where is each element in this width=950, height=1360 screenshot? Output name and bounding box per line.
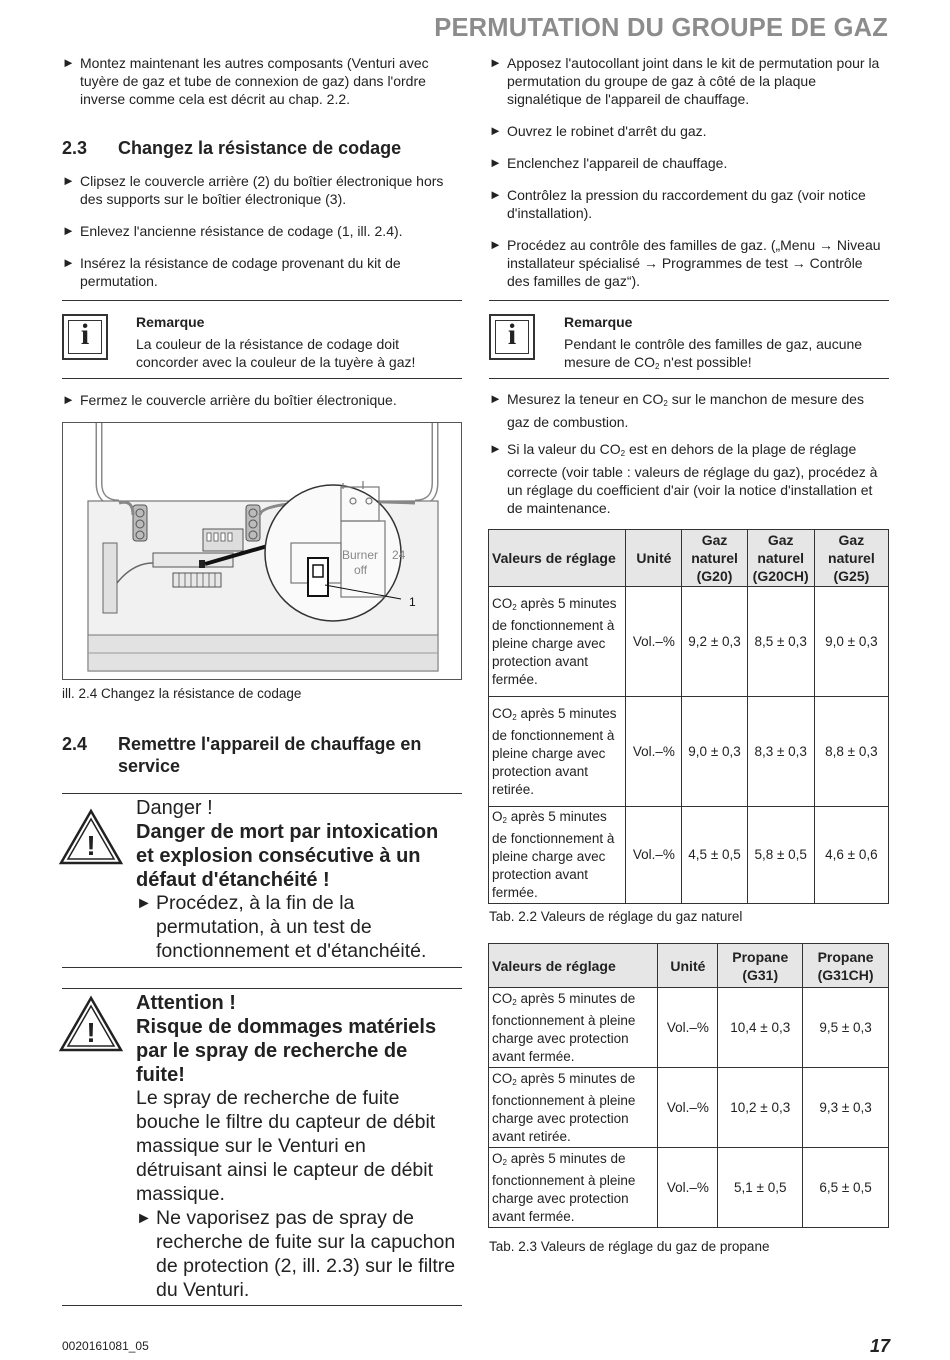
document-number: 0020161081_05 [62, 1339, 149, 1353]
table-row [489, 1148, 889, 1228]
unit-cell: Vol.–% [658, 1148, 718, 1228]
bullet-if-co2-out-of-range: ► Si la valeur du $CO_2$ est en dehors de la plage de réglage correcte (voir table : valeurs de réglage du gaz), procédez à un réglage du coefficient d'air (voir la notice d'installation et de maintenance. [489, 441, 878, 516]
attention-text: Le spray de recherche de fuite bouche le filtre du capteur de débit massique sur le Venturi en détruisant ainsi le capteur de débit massique. [136, 1087, 436, 1205]
arrow-right-icon: ► [489, 123, 502, 138]
col-header: Propane (G31CH) [803, 944, 889, 988]
value-cell: 5,8 ± 0,5 [747, 807, 814, 904]
col-header: Propane (G31) [718, 944, 803, 988]
info-icon: i [62, 314, 108, 360]
value-cell: 8,3 ± 0,3 [747, 697, 814, 807]
section-title: Changez la résistance de codage [118, 138, 402, 158]
page-number: 17 [869, 1336, 890, 1356]
figure-caption: ill. 2.4 Changez la résistance de codage [62, 686, 302, 701]
value-cell: 4,6 ± 0,6 [814, 807, 888, 904]
arrow-right-icon: ► [489, 237, 502, 252]
row-label: $CO_2$ après 5 minutes de fonctionnement à pleine charge avec protection avant fermée. [489, 988, 658, 1068]
section-2-3-heading [62, 137, 462, 159]
bullet-check-pressure: ► Contrôlez la pression du raccordement du gaz (voir notice d'installation). [489, 187, 866, 221]
table-row [489, 697, 889, 807]
col-header: Gaz naturel (G20) [682, 530, 747, 587]
attention-heading: Attention ! [136, 992, 236, 1014]
attention-subheading: Risque de dommages matériels par le spray de recherche de fuite! [136, 1016, 437, 1086]
divider [62, 378, 462, 379]
table-header-row [489, 944, 889, 988]
bullet-switch-on: ► Enclenchez l'appareil de chauffage. [489, 155, 728, 171]
value-cell: 8,5 ± 0,3 [747, 587, 814, 697]
table-row [489, 988, 889, 1068]
danger-subheading: Danger de mort par intoxication et explosion consécutive à un défaut d'étanchéité ! [136, 821, 439, 891]
table-header-row [489, 530, 889, 587]
divider [62, 988, 462, 989]
col-header: Unité [658, 944, 718, 988]
col-header: Gaz naturel (G25) [814, 530, 888, 587]
warning-triangle-icon [58, 995, 124, 1053]
bullet-measure-co2: ► Mesurez la teneur en $CO_2$ sur le manchon de mesure des gaz de combustion. [489, 391, 864, 430]
unit-cell: Vol.–% [626, 807, 682, 904]
arrow-right-icon: ► [62, 55, 75, 70]
section-number: 2.4 [62, 734, 88, 754]
electronics-box-illustration [63, 423, 461, 679]
divider [62, 793, 462, 794]
svg-text:!: ! [86, 1017, 96, 1048]
figure-2-4 [62, 422, 462, 680]
note-text: Pendant le contrôle des familles de gaz, aucune mesure de $CO_2$ n'est possible! [564, 336, 863, 371]
value-cell: 10,4 ± 0,3 [718, 988, 803, 1068]
value-cell: 9,3 ± 0,3 [803, 1068, 889, 1148]
col-header: Unité [626, 530, 682, 587]
note-text: La couleur de la résistance de codage doit concorder avec la couleur de la tuyère à gaz! [136, 336, 416, 370]
bullet-insert-resistor: ► Insérez la résistance de codage provenant du kit de permutation. [62, 255, 401, 289]
row-label: $O_2$ après 5 minutes de fonctionnement à pleine charge avec protection avant fermée. [489, 807, 626, 904]
note-title: Remarque [564, 314, 633, 330]
bullet-clip-cover: ► Clipsez le couvercle arrière (2) du boîtier électronique hors des supports sur le boîtier électronique (3). [62, 173, 444, 207]
arrow-right-icon: ► [489, 155, 502, 170]
section-2-4-heading [62, 733, 462, 777]
arrow-right-icon: ► [489, 55, 502, 70]
arrow-right-icon: ► [136, 895, 152, 912]
table-natural-gas [488, 529, 889, 904]
value-cell: 9,0 ± 0,3 [682, 697, 747, 807]
section-title: Remettre l'appareil de chauffage en service [118, 734, 422, 776]
unit-cell: Vol.–% [626, 697, 682, 807]
value-cell: 6,5 ± 0,5 [803, 1148, 889, 1228]
row-label: $CO_2$ après 5 minutes de fonctionnement à pleine charge avec protection avant retirée. [489, 697, 626, 807]
value-cell: 9,0 ± 0,3 [814, 587, 888, 697]
table-caption: Tab. 2.2 Valeurs de réglage du gaz naturel [489, 909, 743, 924]
arrow-right-icon: ► [62, 392, 75, 407]
value-cell: 5,1 ± 0,5 [718, 1148, 803, 1228]
col-header: Valeurs de réglage [489, 944, 658, 988]
divider [62, 300, 462, 301]
table-propane [488, 943, 889, 1228]
arrow-right-icon: ► [62, 255, 75, 270]
section-number: 2.3 [62, 138, 88, 158]
info-icon: i [489, 314, 535, 360]
attention-action: ► Ne vaporisez pas de spray de recherche de fuite sur la capuchon de protection (2, ill. 2.3) sur le filtre du Venturi. [136, 1207, 456, 1301]
unit-cell: Vol.–% [658, 1068, 718, 1148]
bullet-intro: ► Montez maintenant les autres composants (Venturi avec tuyère de gaz et tube de connexion de gaz) dans l'ordre inverse comme cela est décrit au chap. 2.2. [62, 55, 429, 107]
arrow-right-icon: ► [489, 441, 502, 456]
value-cell: 4,5 ± 0,5 [682, 807, 747, 904]
bullet-apply-sticker: ► Apposez l'autocollant joint dans le kit de permutation pour la permutation du groupe de gaz à côté de la plaque signalétique de l'appareil de chauffage. [489, 55, 880, 107]
divider [62, 967, 462, 968]
callout-1: 1 [409, 595, 416, 609]
danger-action: ► Procédez, à la fin de la permutation, à un test de fonctionnement et d'étanchéité. [136, 892, 427, 962]
col-header: Valeurs de réglage [489, 530, 626, 587]
arrow-right-icon: ► [62, 223, 75, 238]
svg-text:!: ! [86, 830, 96, 861]
burner-label: Burner [342, 548, 379, 562]
col-header: Gaz naturel (G20CH) [747, 530, 814, 587]
row-label: $O_2$ après 5 minutes de fonctionnement à pleine charge avec protection avant fermée. [489, 1148, 658, 1228]
danger-heading: Danger ! [136, 797, 213, 819]
unit-cell: Vol.–% [658, 988, 718, 1068]
table-caption: Tab. 2.3 Valeurs de réglage du gaz de propane [489, 1239, 770, 1254]
page-header-title: PERMUTATION DU GROUPE DE GAZ [434, 14, 888, 42]
row-label: $CO_2$ après 5 minutes de fonctionnement à pleine charge avec protection avant fermée. [489, 587, 626, 697]
table-row [489, 807, 889, 904]
off-label: off [354, 563, 368, 577]
warning-triangle-icon [58, 808, 124, 866]
divider [62, 1305, 462, 1306]
table-row [489, 1068, 889, 1148]
value-cell: 10,2 ± 0,3 [718, 1068, 803, 1148]
value-cell: 9,2 ± 0,3 [682, 587, 747, 697]
note-title: Remarque [136, 314, 205, 330]
value-cell: 9,5 ± 0,3 [803, 988, 889, 1068]
bullet-remove-resistor: ► Enlevez l'ancienne résistance de codage (1, ill. 2.4). [62, 223, 403, 239]
row-label: $CO_2$ après 5 minutes de fonctionnement à pleine charge avec protection avant retirée. [489, 1068, 658, 1148]
arrow-right-icon: ► [62, 173, 75, 188]
bullet-open-gas-valve: ► Ouvrez le robinet d'arrêt du gaz. [489, 123, 707, 139]
bullet-gas-family-check: ► Procédez au contrôle des familles de gaz. („Menu → Niveau installateur spécialisé → Programmes de test → Contrôle des familles de gaz“). [489, 237, 881, 289]
value-cell: 8,8 ± 0,3 [814, 697, 888, 807]
arrow-right-icon: ► [489, 391, 502, 406]
label-24: 24 [392, 548, 406, 562]
bullet-close-cover: ► Fermez le couvercle arrière du boîtier électronique. [62, 392, 397, 408]
divider [489, 300, 889, 301]
unit-cell: Vol.–% [626, 587, 682, 697]
arrow-right-icon: ► [489, 187, 502, 202]
arrow-right-icon: ► [136, 1210, 152, 1227]
divider [489, 378, 889, 379]
table-row [489, 587, 889, 697]
